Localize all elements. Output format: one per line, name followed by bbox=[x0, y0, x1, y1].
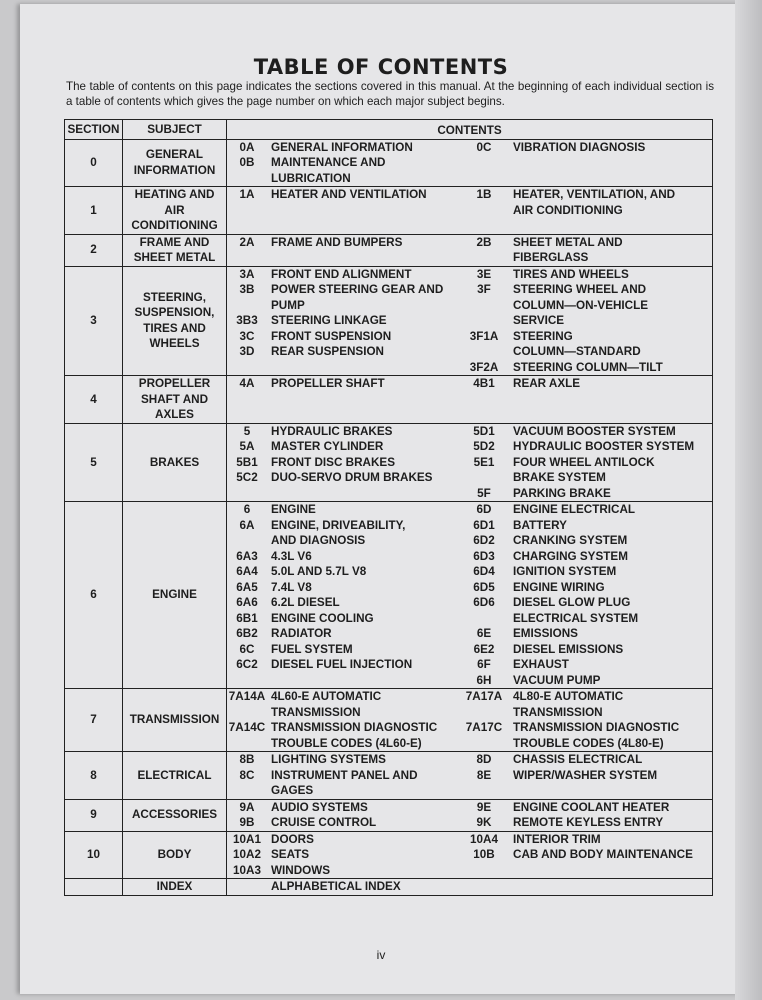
right-title: IGNITION SYSTEM bbox=[513, 565, 617, 578]
left-code: 3B3 bbox=[236, 314, 258, 327]
section-contents bbox=[227, 831, 713, 879]
contents-line bbox=[227, 470, 712, 486]
left-title: TRANSMISSION DIAGNOSTIC bbox=[271, 721, 438, 734]
contents-line bbox=[227, 564, 712, 580]
section-subject: PROPELLER SHAFT AND AXLES bbox=[123, 376, 227, 424]
right-title: EXHAUST bbox=[513, 658, 569, 671]
left-code: 8B bbox=[239, 753, 255, 766]
section-number: 3 bbox=[65, 266, 123, 376]
section-contents bbox=[227, 234, 713, 266]
right-title: ENGINE COOLANT HEATER bbox=[513, 800, 670, 814]
section-row bbox=[65, 139, 713, 187]
left-title: AND DIAGNOSIS bbox=[271, 534, 366, 547]
left-title: TROUBLE CODES (4L60-E) bbox=[271, 736, 422, 750]
right-code: 6D5 bbox=[473, 580, 495, 594]
left-title: FRONT DISC BRAKES bbox=[271, 455, 396, 469]
contents-line bbox=[227, 267, 712, 283]
right-code: 9K bbox=[476, 816, 492, 829]
section-number: 10 bbox=[65, 831, 123, 879]
left-code: 6A3 bbox=[236, 549, 258, 563]
section-row bbox=[65, 502, 713, 689]
contents-line bbox=[227, 642, 712, 658]
right-title: CRANKING SYSTEM bbox=[513, 534, 628, 547]
right-code: 6D3 bbox=[473, 549, 495, 563]
right-title: TRANSMISSION bbox=[513, 705, 603, 719]
left-code: 6A5 bbox=[236, 580, 258, 594]
left-code: 2A bbox=[239, 235, 255, 249]
left-title: GAGES bbox=[271, 784, 314, 797]
contents-line bbox=[227, 705, 712, 721]
left-code: 10A1 bbox=[233, 832, 261, 846]
contents-line bbox=[227, 344, 712, 360]
left-title: HEATER AND VENTILATION bbox=[271, 188, 427, 201]
index-row bbox=[65, 879, 713, 896]
section-subject: ACCESSORIES bbox=[123, 799, 227, 831]
left-title: TRANSMISSION bbox=[271, 705, 361, 719]
right-title: CHARGING SYSTEM bbox=[513, 549, 628, 563]
right-code: 5D2 bbox=[473, 440, 495, 453]
left-code: 0B bbox=[239, 156, 255, 169]
page-title: TABLE OF CONTENTS bbox=[253, 55, 509, 79]
right-title: ELECTRICAL SYSTEM bbox=[513, 611, 639, 625]
section-number: 7 bbox=[65, 689, 123, 752]
contents-line bbox=[227, 329, 712, 345]
section-row bbox=[65, 266, 713, 376]
section-subject: ENGINE bbox=[123, 502, 227, 689]
left-code: 10A2 bbox=[233, 848, 261, 861]
section-number: 6 bbox=[65, 502, 123, 689]
left-title: DIESEL FUEL INJECTION bbox=[271, 658, 413, 671]
section-contents bbox=[227, 266, 713, 376]
right-code: 7A17C bbox=[465, 721, 503, 734]
right-title: HYDRAULIC BOOSTER SYSTEM bbox=[513, 440, 695, 453]
section-row bbox=[65, 831, 713, 879]
left-title: 7.4L V8 bbox=[271, 580, 312, 594]
right-title: INTERIOR TRIM bbox=[513, 832, 601, 846]
right-code: 0C bbox=[476, 140, 492, 154]
contents-line bbox=[227, 736, 712, 752]
left-title: PROPELLER SHAFT bbox=[271, 377, 385, 390]
left-title: ALPHABETICAL INDEX bbox=[271, 880, 401, 893]
left-code: 6 bbox=[243, 503, 251, 516]
left-code: 3B bbox=[239, 283, 255, 296]
left-title: DOORS bbox=[271, 832, 314, 846]
section-number: 8 bbox=[65, 752, 123, 800]
right-code: 3F1A bbox=[469, 329, 499, 343]
section-subject: BODY bbox=[123, 831, 227, 879]
section-number: 0 bbox=[65, 139, 123, 187]
section-contents bbox=[227, 879, 713, 896]
right-title: 4L80-E AUTOMATIC bbox=[513, 690, 624, 703]
left-code: 6C2 bbox=[236, 658, 258, 671]
contents-line bbox=[227, 502, 712, 518]
left-title: FRONT END ALIGNMENT bbox=[271, 267, 412, 281]
left-title: POWER STEERING GEAR AND bbox=[271, 283, 444, 296]
contents-line bbox=[227, 800, 712, 816]
contents-line bbox=[227, 250, 712, 266]
left-title: SEATS bbox=[271, 848, 310, 861]
left-title: LIGHTING SYSTEMS bbox=[271, 753, 386, 766]
section-contents bbox=[227, 752, 713, 800]
right-code: 6H bbox=[476, 673, 492, 687]
contents-line bbox=[227, 282, 712, 298]
left-title: CRUISE CONTROL bbox=[271, 816, 377, 829]
right-title: TRANSMISSION DIAGNOSTIC bbox=[513, 721, 680, 734]
contents-line bbox=[227, 847, 712, 863]
section-contents bbox=[227, 799, 713, 831]
left-title: FRAME AND BUMPERS bbox=[271, 235, 403, 249]
right-code: 5D1 bbox=[473, 424, 495, 438]
right-title: REMOTE KEYLESS ENTRY bbox=[513, 816, 664, 829]
left-title: WINDOWS bbox=[271, 863, 331, 877]
contents-line bbox=[227, 407, 712, 423]
section-row bbox=[65, 234, 713, 266]
section-subject: GENERAL INFORMATION bbox=[123, 139, 227, 187]
page-edge bbox=[735, 0, 762, 1000]
right-code: 2B bbox=[476, 235, 492, 249]
right-title: VIBRATION DIAGNOSIS bbox=[513, 140, 646, 154]
contents-line bbox=[227, 455, 712, 471]
contents-line bbox=[227, 392, 712, 408]
left-code: 5 bbox=[243, 424, 251, 438]
contents-line bbox=[227, 155, 712, 171]
right-title: VACUUM BOOSTER SYSTEM bbox=[513, 424, 676, 438]
contents-line bbox=[227, 140, 712, 156]
section-number: 9 bbox=[65, 799, 123, 831]
contents-line bbox=[227, 673, 712, 689]
contents-line bbox=[227, 533, 712, 549]
left-title: ENGINE, DRIVEABILITY, bbox=[271, 518, 406, 532]
right-code: 6D2 bbox=[473, 534, 495, 547]
right-title: CHASSIS ELECTRICAL bbox=[513, 753, 643, 766]
right-code: 9E bbox=[476, 800, 492, 814]
header-contents: CONTENTS bbox=[227, 120, 713, 140]
right-title: EMISSIONS bbox=[513, 627, 578, 640]
section-contents bbox=[227, 139, 713, 187]
contents-line bbox=[227, 424, 712, 440]
left-title: 4.3L V6 bbox=[271, 549, 312, 563]
contents-line bbox=[227, 235, 712, 251]
section-subject: BRAKES bbox=[123, 423, 227, 502]
left-code: 5A bbox=[239, 440, 255, 453]
right-title: REAR AXLE bbox=[513, 377, 581, 390]
right-code: 6E2 bbox=[473, 642, 495, 656]
section-subject: INDEX bbox=[123, 879, 227, 896]
right-code: 3E bbox=[476, 267, 492, 281]
right-title: COLUMN—ON-VEHICLE bbox=[513, 298, 649, 312]
contents-line bbox=[227, 595, 712, 611]
left-code: 1A bbox=[239, 188, 255, 201]
left-code: 5C2 bbox=[236, 471, 258, 484]
table-body bbox=[65, 139, 713, 895]
table-header-row bbox=[65, 120, 713, 140]
right-code: 5E1 bbox=[473, 455, 495, 469]
contents-line bbox=[227, 611, 712, 627]
right-title: COLUMN—STANDARD bbox=[513, 345, 641, 358]
right-title: ENGINE ELECTRICAL bbox=[513, 503, 636, 516]
right-title: STEERING bbox=[513, 329, 573, 343]
contents-table bbox=[64, 119, 713, 896]
left-code: 6B2 bbox=[236, 627, 258, 640]
right-title: WIPER/WASHER SYSTEM bbox=[513, 768, 658, 782]
section-subject: ELECTRICAL bbox=[123, 752, 227, 800]
right-code: 6D1 bbox=[473, 518, 495, 532]
left-code: 7A14C bbox=[228, 721, 266, 734]
right-code: 1B bbox=[476, 188, 492, 201]
section-row bbox=[65, 799, 713, 831]
right-code: 6E bbox=[476, 627, 492, 640]
right-title: CAB AND BODY MAINTENANCE bbox=[513, 848, 693, 861]
section-contents bbox=[227, 689, 713, 752]
left-title: ENGINE bbox=[271, 503, 316, 516]
contents-line bbox=[227, 439, 712, 455]
contents-line bbox=[227, 360, 712, 376]
left-title: REAR SUSPENSION bbox=[271, 345, 385, 358]
left-code: 3A bbox=[239, 267, 255, 281]
right-title: FOUR WHEEL ANTILOCK bbox=[513, 455, 655, 469]
contents-line bbox=[227, 486, 712, 502]
right-code: 10A4 bbox=[470, 832, 498, 846]
right-code: 6F bbox=[477, 658, 491, 671]
left-code: 6A6 bbox=[236, 596, 258, 609]
contents-line bbox=[227, 580, 712, 596]
section-number bbox=[65, 879, 123, 896]
right-title: HEATER, VENTILATION, AND bbox=[513, 188, 676, 201]
left-code: 7A14A bbox=[228, 690, 266, 703]
left-code: 10A3 bbox=[233, 863, 261, 877]
contents-line bbox=[227, 752, 712, 768]
left-code: 8C bbox=[239, 768, 255, 782]
right-code: 10B bbox=[473, 848, 495, 861]
right-code: 3F bbox=[477, 283, 491, 296]
left-title: MAINTENANCE AND bbox=[271, 156, 386, 169]
right-title: PARKING BRAKE bbox=[513, 486, 611, 500]
contents-line bbox=[227, 832, 712, 848]
left-title: HYDRAULIC BRAKES bbox=[271, 424, 393, 438]
left-title: 6.2L DIESEL bbox=[271, 596, 340, 609]
section-row bbox=[65, 423, 713, 502]
left-title: AUDIO SYSTEMS bbox=[271, 800, 368, 814]
right-code: 6D bbox=[476, 503, 492, 516]
left-code: 6A4 bbox=[236, 565, 258, 578]
left-title: LUBRICATION bbox=[271, 171, 351, 185]
right-code: 8E bbox=[476, 768, 492, 782]
section-row bbox=[65, 689, 713, 752]
left-title: PUMP bbox=[271, 298, 305, 312]
contents-line bbox=[227, 218, 712, 234]
left-code: 0A bbox=[239, 140, 255, 154]
section-subject: STEERING, SUSPENSION, TIRES AND WHEELS bbox=[123, 266, 227, 376]
left-title: 5.0L AND 5.7L V8 bbox=[271, 565, 367, 578]
left-title: FUEL SYSTEM bbox=[271, 642, 353, 656]
section-number: 2 bbox=[65, 234, 123, 266]
right-code: 4B1 bbox=[473, 377, 495, 390]
left-title: DUO-SERVO DRUM BRAKES bbox=[271, 471, 433, 484]
header-section: SECTION bbox=[65, 120, 123, 140]
left-code: 6C bbox=[239, 642, 255, 656]
right-code: 8D bbox=[476, 753, 492, 766]
contents-line bbox=[227, 203, 712, 219]
section-row bbox=[65, 376, 713, 424]
right-code: 7A17A bbox=[465, 690, 503, 703]
left-code: 9B bbox=[239, 816, 255, 829]
contents-line bbox=[227, 626, 712, 642]
contents-line bbox=[227, 376, 712, 392]
contents-line bbox=[227, 720, 712, 736]
left-code: 5B1 bbox=[236, 455, 258, 469]
contents-line bbox=[227, 171, 712, 187]
contents-line bbox=[227, 815, 712, 831]
left-title: STEERING LINKAGE bbox=[271, 314, 387, 327]
contents-line bbox=[227, 549, 712, 565]
contents-line bbox=[227, 187, 712, 203]
contents-line bbox=[227, 879, 712, 895]
contents-line bbox=[227, 313, 712, 329]
left-title: FRONT SUSPENSION bbox=[271, 329, 392, 343]
left-code: 6A bbox=[239, 518, 255, 532]
page-number: iv bbox=[376, 948, 386, 962]
section-contents bbox=[227, 187, 713, 235]
right-title: SERVICE bbox=[513, 314, 565, 327]
right-title: FIBERGLASS bbox=[513, 251, 589, 264]
section-contents bbox=[227, 502, 713, 689]
section-contents bbox=[227, 423, 713, 502]
contents-line bbox=[227, 768, 712, 784]
contents-line bbox=[227, 657, 712, 673]
contents-line bbox=[227, 863, 712, 879]
section-row bbox=[65, 752, 713, 800]
contents-line bbox=[227, 298, 712, 314]
contents-line bbox=[227, 689, 712, 705]
left-title: RADIATOR bbox=[271, 627, 332, 640]
right-title: DIESEL GLOW PLUG bbox=[513, 596, 631, 609]
left-code: 4A bbox=[239, 377, 255, 390]
header-subject: SUBJECT bbox=[123, 120, 227, 140]
right-code: 5F bbox=[477, 486, 491, 500]
right-code: 6D4 bbox=[473, 565, 495, 578]
section-row bbox=[65, 187, 713, 235]
right-title: ENGINE WIRING bbox=[513, 580, 605, 594]
section-subject: HEATING AND AIR CONDITIONING bbox=[123, 187, 227, 235]
section-number: 4 bbox=[65, 376, 123, 424]
right-title: BRAKE SYSTEM bbox=[513, 471, 606, 484]
left-title: ENGINE COOLING bbox=[271, 611, 374, 625]
section-contents bbox=[227, 376, 713, 424]
right-title: BATTERY bbox=[513, 518, 567, 532]
contents-line bbox=[227, 518, 712, 534]
right-code: 6D6 bbox=[473, 596, 495, 609]
right-code: 3F2A bbox=[469, 360, 499, 374]
left-code: 3D bbox=[239, 345, 255, 358]
contents-line bbox=[227, 783, 712, 799]
intro-paragraph: The table of contents on this page indicates the sections covered in this manual. At the beginning of each individual section is a table of contents which gives the page number on which each major subject begins. bbox=[66, 80, 714, 108]
left-title: MASTER CYLINDER bbox=[271, 440, 384, 453]
right-title: TIRES AND WHEELS bbox=[513, 267, 629, 281]
section-number: 1 bbox=[65, 187, 123, 235]
right-title: STEERING WHEEL AND bbox=[513, 283, 647, 296]
section-number: 5 bbox=[65, 423, 123, 502]
left-code: 6B1 bbox=[236, 611, 258, 625]
left-title: 4L60-E AUTOMATIC bbox=[271, 690, 382, 703]
left-code: 9A bbox=[239, 800, 255, 814]
right-title: TROUBLE CODES (4L80-E) bbox=[513, 736, 664, 750]
right-title: AIR CONDITIONING bbox=[513, 203, 623, 217]
left-title: INSTRUMENT PANEL AND bbox=[271, 768, 418, 782]
right-title: STEERING COLUMN—TILT bbox=[513, 360, 663, 374]
section-subject: TRANSMISSION bbox=[123, 689, 227, 752]
left-code: 3C bbox=[239, 329, 255, 343]
section-subject: FRAME AND SHEET METAL bbox=[123, 234, 227, 266]
right-title: DIESEL EMISSIONS bbox=[513, 642, 624, 656]
right-title: SHEET METAL AND bbox=[513, 235, 623, 249]
right-title: VACUUM PUMP bbox=[513, 673, 601, 687]
left-title: GENERAL INFORMATION bbox=[271, 140, 413, 154]
